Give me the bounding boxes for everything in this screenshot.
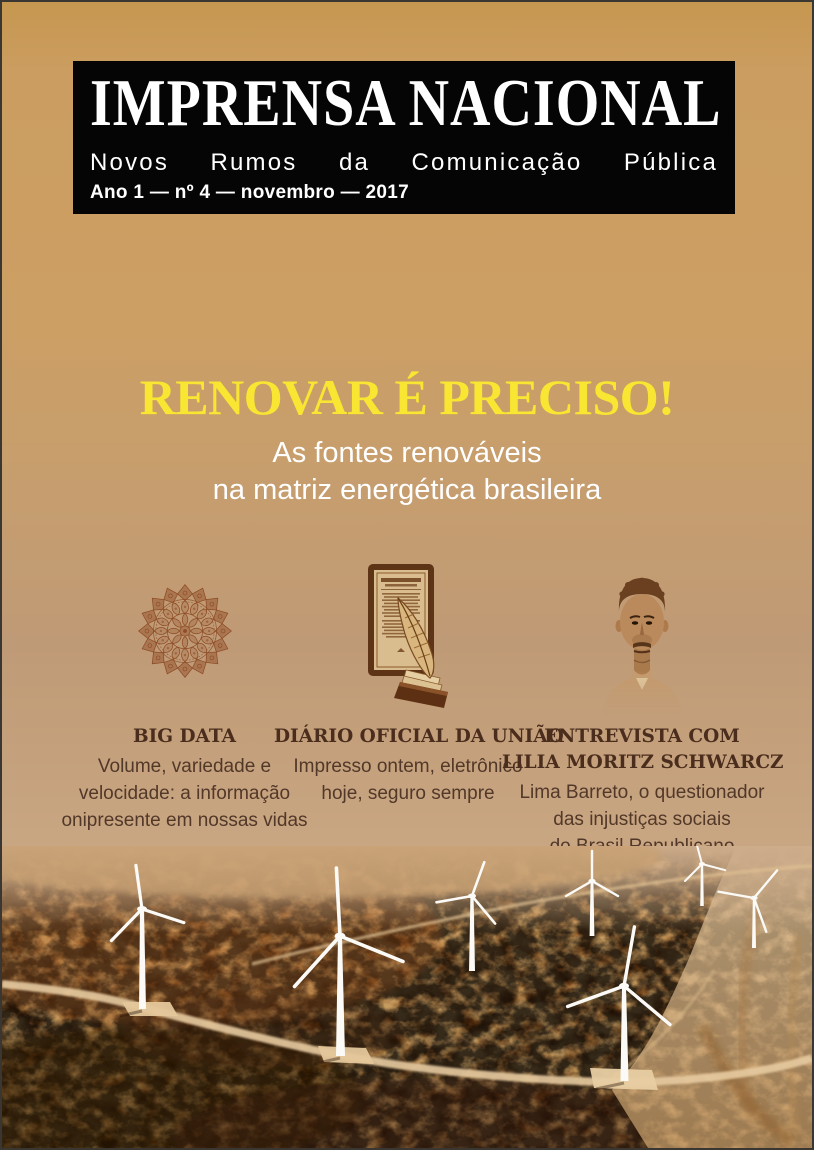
feature-desc-line: Volume, variedade e [97, 756, 272, 777]
cover-story [2, 368, 812, 509]
cover-subtitle [2, 435, 812, 509]
feature-desc-line: Impresso ontem, eletrônico [293, 756, 523, 777]
masthead [73, 61, 735, 214]
edition-info: Ano 1 — nº 4 — novembro — 2017 [90, 182, 409, 203]
feature-title: DIÁRIO OFICIAL DA UNIÃO [274, 726, 564, 747]
magazine-subtitle: Novos Rumos da Comunicação Pública [90, 149, 718, 176]
feature-title-line: ENTREVISTA COM [544, 726, 740, 747]
feature-desc-line: Lima Barreto, o questionador [519, 782, 765, 803]
mandala-icon [134, 580, 236, 682]
feature-title-line: LILIA MORITZ SCHWARCZ [502, 752, 784, 773]
feature-entrevista [502, 558, 782, 860]
feature-icon-box [502, 558, 782, 716]
lima-barreto-portrait-icon [594, 564, 690, 716]
wind-farm-photo [2, 846, 812, 1148]
feature-desc-line: das injustiças sociais [553, 809, 731, 830]
cover-subtitle-line-2: na matriz energética brasileira [212, 474, 602, 506]
feature-desc-line: onipresente em nossas vidas [61, 810, 308, 831]
cover-subtitle-line-1: As fontes renováveis [272, 437, 542, 469]
magazine-title: IMPRENSA NACIONAL [90, 66, 722, 141]
feature-teasers [42, 558, 782, 858]
diario-oficial-document-quill-icon [348, 562, 468, 710]
feature-title [502, 724, 782, 776]
feature-desc-line: velocidade: a informação [78, 783, 291, 804]
feature-title: BIG DATA [132, 726, 237, 747]
cover-headline: RENOVAR É PRECISO! [139, 369, 675, 425]
feature-desc-line: hoje, seguro sempre [321, 783, 495, 804]
